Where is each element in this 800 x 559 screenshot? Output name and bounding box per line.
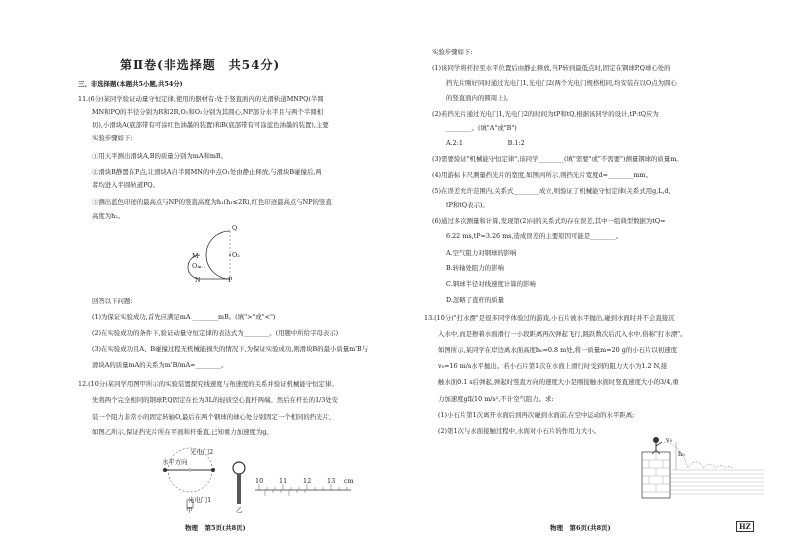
q11-line: 11.(6分)某同学验证动量守恒定律,使用的器材有:处于竖直面内的光滑轨道MNPQ(半圆 [78,95,324,103]
r-line: (6)通过多次测量和计算,发现第(2)问的关系式均存在误差,其中一组典型数据为tQ= [432,217,666,225]
right-page [400,0,800,559]
r-line: 挡光片刚好同时通过光电门1,光电门2(两个光电门规格相同,均安装在以O点为圆心 [446,79,677,87]
r-line: (1)该同学将杆拉至水平位置后由静止释放,当P转到最低点时,固定在钢球P,Q球心处的 [432,64,671,72]
q11-line: MN和PQ的半径分别为R和2R,O₁和O₂分别为其圆心,NP部分水平且与两个半圆相 [92,108,324,116]
scale-label: 10 [255,477,264,485]
q13-line: 入水中,而是擦着水面滑行一小段距离再次弹起飞行,跳跃数次后沉入水中,俗称"打水漂"。 [438,330,687,338]
r-line: A.空气阻力对钢球的影响 [446,249,517,257]
q13-line: 触水面0.1 s后弹起,弹起时竖直方向的速度大小是刚接触水面时竖直速度大小的3/4,重 [438,378,679,386]
q12-line: 先将两个完全相同的钢球P,Q固定在长为3L的轻质空心直杆两端。然后在杆长的1/3处安 [92,396,339,404]
q12-line: 装一个阻力非常小的固定转轴O,最后在两个钢球的球心处分别固定一个相同的挡光片, [92,413,331,421]
left-page-footer: 物理 第5页(共8页) [185,524,246,532]
r-line: 6.22 ms,tP=3.26 ms,造成误差的主要原因可能是________。 [446,232,623,240]
section-title: 第Ⅱ卷(非选择题 共54分) [120,58,281,72]
label-O1: O₁ [192,262,200,270]
fig-jia: 甲 [186,506,193,514]
q13-line: v₀=16 m/s水平抛出。若小石片第1次在水面上滑行时受到的阻力大小为1.2 N,接 [438,362,668,370]
hz-badge: HZ [736,521,754,532]
q11-line: 实验步骤如下: [92,134,133,142]
r-line: D.忽略了直杆的质量 [446,296,505,304]
q11-line: ①用天平测出滑块A,B的质量分别为mA和mB。 [92,152,228,160]
q12-line: 如图乙所示,保证挡光片所在平面和杆垂直,已知重力加速度为g。 [92,428,273,436]
q13-line: (1)小石片第1次离开水面后到再次碰到水面前,在空中运动的水平距离; [438,411,635,419]
scale-label: 12 [303,477,312,485]
q13-line: 力加速度g取10 m/s²,不计空气阻力。求: [438,395,554,403]
fig-gate2: 光电门2 [190,448,214,456]
q11-answer-line: (3)在实验成功且A、B碰撞过程无机械能损失的情况下,为保证实验成功,则滑块B的最小质量m'B与 [92,345,369,353]
r-line: C.钢球半径对线速度计算的影响 [446,280,536,288]
fig-horizontal: 水平方向 [162,458,188,466]
label-h0: h₀ [678,450,685,458]
label-M: M [192,252,199,260]
fig-gate1: 光电门1 [188,496,212,504]
q11-line: 高度为h₂。 [92,212,125,220]
q11-line: ③测出蓝色印迹的最高点与NP的竖直高度为h₁(h₁≤2R),红色印迹最高点与NP的竖直 [92,198,332,206]
q13-line: 如图所示,某同学在岸边离水面高度h₀=0.8 m处,将一质量m=20 g的小石片以初速度 [438,346,677,354]
q11-line: 者均进入半圆轨道PQ。 [92,181,160,189]
r-line: tP和tQ表示)。 [446,201,489,209]
r-line: (4)用游标卡尺测量挡光片的宽度,如图丙所示,则挡光片宽度d=________mm。 [432,171,653,179]
r-line: 实验步骤如下: [432,48,473,56]
r-line: (5)在误差允许范围内,关系式________成立,则验证了机械能守恒定律(关系式用g,L,d, [432,187,671,195]
skipping-stone-figure [636,430,766,500]
r-line: ________。(填"A"或"B") [446,124,517,132]
q13-line: 13.(10分)"打水漂"是很多同学体验过的游戏,小石片被水平抛出,碰到水面时并不会直接沉 [424,314,675,322]
r-line: 的竖直面内的圆周上)。 [446,94,513,102]
r-line: B.转轴处阻力的影响 [446,264,504,272]
label-v0: v₀ [666,436,673,444]
q11-line: ②滑块B静置在P点,让滑块A自半圆MN的中点O₁处由静止释放,与滑块B碰撞后,两 [92,168,322,176]
q11-line: 切),小滑块A(底部带有可涂红色油墨的装置)和B(底部带有可涂蓝色油墨的装置),主要 [92,121,329,129]
r-line: (2)若挡光片通过光电门1,光电门2的时间为tP和tQ,根据该同学的设计,tP:tQ应为 [432,110,659,118]
q11-answer-line: 滑块A的质量mA的关系为m'B/mA=________。 [92,361,228,369]
fig-yi: 乙 [236,506,243,514]
q13-line: (2)第1次与水面接触过程中,水面对小石片的作用力大小。 [438,427,601,435]
q12-line: 12.(10分)某同学用图甲所示的实验装置探究线速度与角速度的关系并验证机械能守恒定律。 [78,380,338,388]
label-O2: O₂ [232,251,240,259]
r-line: (3)需要验证"机械能守恒定律",该同学________(填"需要"或"不需要")测量钢球的质量m。 [432,155,683,163]
label-P: P [228,276,233,284]
q11-answer-line: 回答以下问题: [92,297,133,305]
scale-unit: cm [344,477,354,485]
label-Q: Q [232,224,238,232]
q11-answer-line: (2)在实验成功的条件下,验证动量守恒定律的表达式为________。(用题中所给字母表示) [92,329,339,337]
right-page-footer: 物理 第6页(共8页) [550,524,611,532]
scale-label: 13 [327,477,336,485]
scale-label: 11 [279,477,288,485]
r-line: A.2:1 B.1:2 [446,139,525,147]
q12-shutter-figure [228,452,250,512]
section-header: 三、非选择题(本题共5小题,共54分) [78,80,183,88]
q11-answer-line: (1)为保证实验成功,首先应满足mA ________mB。(填">"或"<") [92,313,276,321]
label-N: N [195,276,201,284]
